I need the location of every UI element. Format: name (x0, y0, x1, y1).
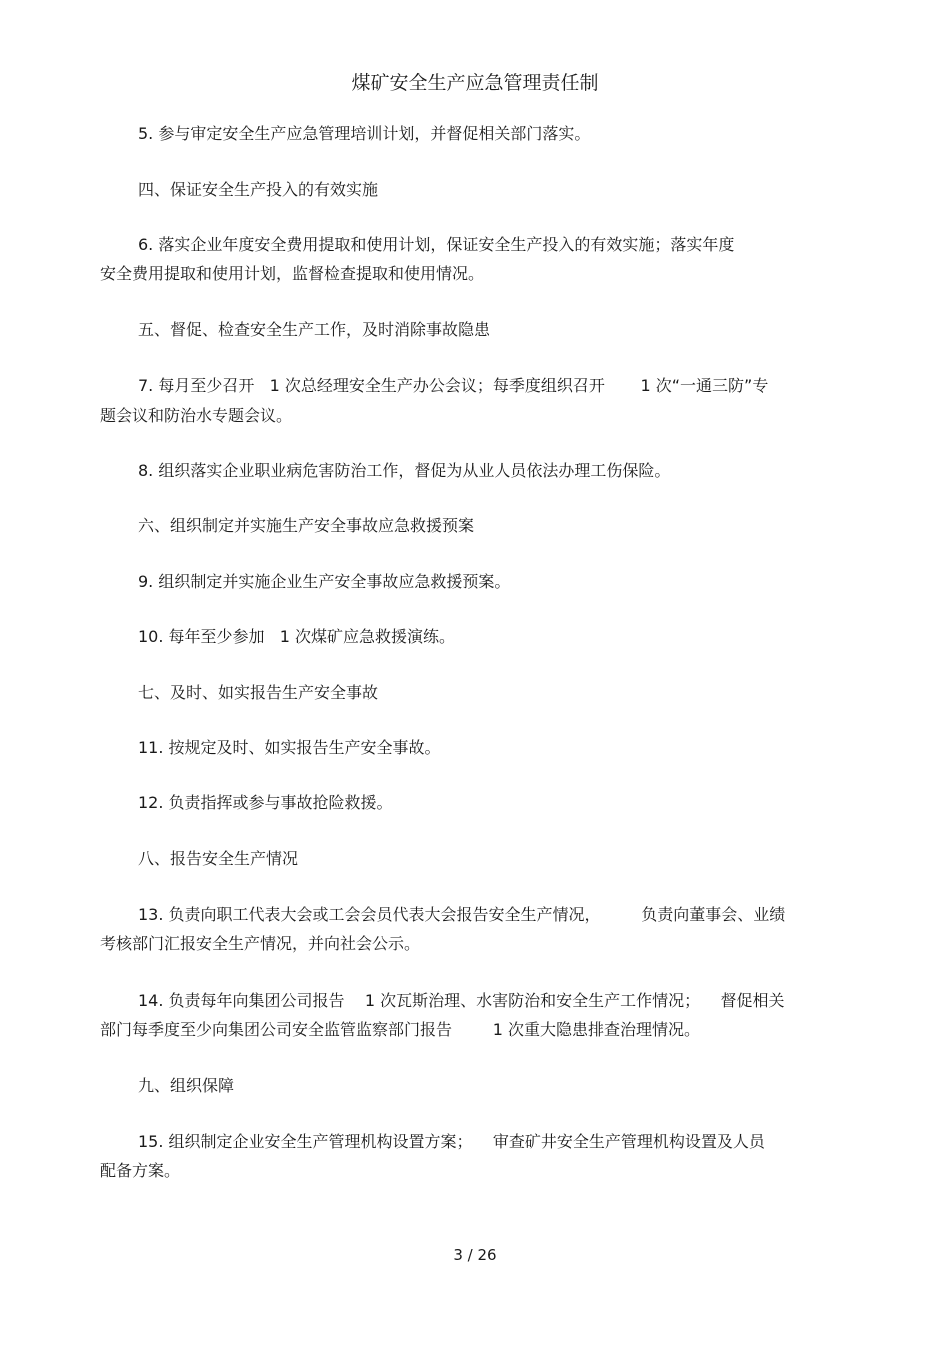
item-6-line-1: 6. 落实企业年度安全费用提取和使用计划，保证安全生产投入的有效实施；落实年度 (138, 235, 735, 254)
item-5: 5. 参与审定安全生产应急管理培训计划，并督促相关部门落实。 (138, 124, 591, 143)
item-13-line-2: 考核部门汇报安全生产情况，并向社会公示。 (100, 934, 421, 953)
section-heading-5: 五、督促、检查安全生产工作，及时消除事故隐患 (138, 320, 491, 339)
section-heading-7: 七、及时、如实报告生产安全事故 (138, 683, 379, 702)
item-7-line-1: 7. 每月至少召开 1 次总经理安全生产办公会议；每季度组织召开 1 次“一通三防”专 (138, 376, 769, 395)
item-10: 10. 每年至少参加 1 次煤矿应急救援演练。 (138, 627, 456, 646)
item-9: 9. 组织制定并实施企业生产安全事故应急救援预案。 (138, 572, 511, 591)
item-8: 8. 组织落实企业职业病危害防治工作，督促为从业人员依法办理工伤保险。 (138, 461, 671, 480)
item-6-line-2: 安全费用提取和使用计划，监督检查提取和使用情况。 (100, 264, 485, 283)
item-13-line-1: 13. 负责向职工代表大会或工会会员代表大会报告安全生产情况， 负责向董事会、业绩 (138, 905, 786, 924)
item-14-line-2: 部门每季度至少向集团公司安全监管监察部门报告 1 次重大隐患排查治理情况。 (100, 1020, 700, 1039)
item-14-line-1: 14. 负责每年向集团公司报告 1 次瓦斯治理、水害防治和安全生产工作情况； 督促相关 (138, 991, 785, 1010)
section-heading-9: 九、组织保障 (138, 1076, 235, 1095)
item-12: 12. 负责指挥或参与事故抢险救援。 (138, 793, 393, 812)
item-7-line-2: 题会议和防治水专题会议。 (100, 406, 293, 425)
section-heading-4: 四、保证安全生产投入的有效实施 (138, 180, 379, 199)
document-title: 煤矿安全生产应急管理责任制 (351, 72, 599, 94)
item-15-line-1: 15. 组织制定企业安全生产管理机构设置方案； 审查矿井安全生产管理机构设置及人员 (138, 1132, 765, 1151)
page-number: 3 / 26 (453, 1246, 497, 1264)
section-heading-8: 八、报告安全生产情况 (138, 849, 299, 868)
item-15-line-2: 配备方案。 (100, 1161, 181, 1180)
item-11: 11. 按规定及时、如实报告生产安全事故。 (138, 738, 441, 757)
section-heading-6: 六、组织制定并实施生产安全事故应急救援预案 (138, 516, 475, 535)
